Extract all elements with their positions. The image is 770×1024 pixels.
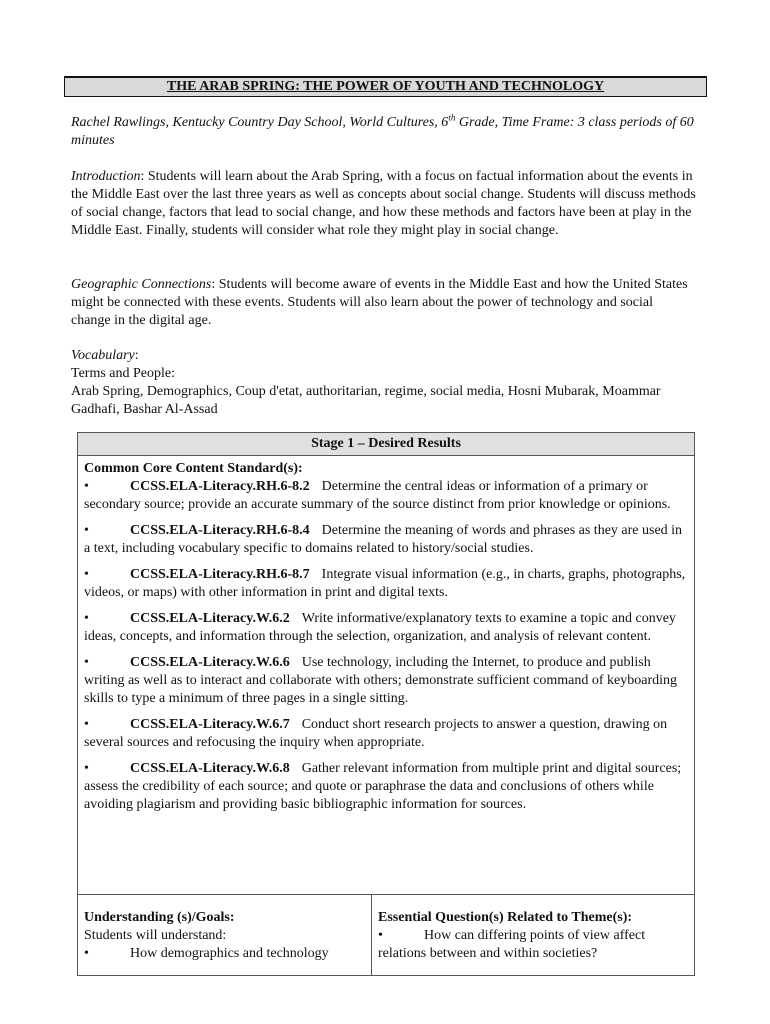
understanding-cell bbox=[78, 895, 372, 975]
introduction-label: Introduction bbox=[71, 169, 141, 184]
understanding-bullet bbox=[84, 945, 365, 963]
bullet-glyph: • bbox=[84, 479, 89, 494]
standard-code: CCSS.ELA-Literacy.RH.6-8.7 bbox=[130, 567, 310, 582]
standard-item bbox=[84, 566, 688, 602]
geographic-text: : Students will become aware of events in the Middle East and how the United States might be connected with these events. Students will also learn about the power of technology and social change in the digital age. bbox=[71, 277, 688, 328]
standard-code: CCSS.ELA-Literacy.RH.6-8.4 bbox=[130, 523, 310, 538]
understanding-bullet-text: How demographics and technology bbox=[130, 946, 329, 961]
standard-code: CCSS.ELA-Literacy.RH.6-8.2 bbox=[130, 479, 310, 494]
standard-item bbox=[84, 522, 688, 558]
goals-row bbox=[78, 895, 694, 975]
vocabulary-colon: : bbox=[134, 348, 139, 363]
standard-item bbox=[84, 760, 688, 814]
standard-code: CCSS.ELA-Literacy.W.6.8 bbox=[130, 761, 290, 776]
standard-text: Conduct short research projects to answer a question, drawing on several sources and refocusing the inquiry when appropriate. bbox=[84, 717, 668, 750]
standard-code: CCSS.ELA-Literacy.W.6.2 bbox=[130, 611, 290, 626]
bullet-glyph: • bbox=[378, 928, 383, 943]
standard-text: Write informative/explanatory texts to examine a topic and convey ideas, concepts, and information through the selection, organization, and analysis of relevant content. bbox=[84, 611, 676, 644]
standard-text: Use technology, including the Internet, to produce and publish writing as well as to interact and collaborate with others; demonstrate sufficient command of keyboarding skills to type a minimum of three pages in a single sitting. bbox=[84, 655, 678, 706]
bullet-glyph: • bbox=[84, 655, 89, 670]
standard-item bbox=[84, 610, 688, 646]
vocabulary-label: Vocabulary bbox=[71, 348, 135, 363]
vocabulary-terms: Arab Spring, Demographics, Coup d'etat, authoritarian, regime, social media, Hosni Mubarak, Moammar Gadhafi, Bashar Al-Assad bbox=[71, 384, 661, 417]
vocabulary-subhead: Terms and People: bbox=[71, 366, 175, 381]
standards-label: Common Core Content Standard(s): bbox=[84, 461, 303, 476]
bullet-glyph: • bbox=[84, 523, 89, 538]
bullet-glyph: • bbox=[84, 567, 89, 582]
stage1-table bbox=[77, 432, 695, 976]
standard-item bbox=[84, 716, 688, 752]
standard-text: Determine the meaning of words and phrases as they are used in a text, including vocabulary specific to domains related to history/social studies. bbox=[84, 523, 683, 556]
stage1-header: Stage 1 – Desired Results bbox=[78, 433, 694, 456]
standards-cell bbox=[78, 456, 694, 895]
essential-cell bbox=[372, 895, 694, 975]
bullet-glyph: • bbox=[84, 761, 89, 776]
introduction-text: : Students will learn about the Arab Spring, with a focus on factual information about the events in the Middle East over the last three years as well as concepts about social change. Students will discuss methods of social change, factors that lead to social change, and how these methods and factors have been at play in the Middle East. Finally, students will consider what role they might play in social change. bbox=[71, 169, 696, 238]
bullet-glyph: • bbox=[84, 717, 89, 732]
essential-bullet-text: How can differing points of view affect relations between and within societies? bbox=[378, 928, 646, 961]
essential-bullet bbox=[378, 927, 688, 963]
byline-text-rest: Grade, Time Frame: 3 class periods of 60 minutes bbox=[71, 115, 694, 148]
standard-code: CCSS.ELA-Literacy.W.6.6 bbox=[130, 655, 290, 670]
byline bbox=[71, 114, 696, 150]
bullet-glyph: • bbox=[84, 946, 89, 961]
document-title: THE ARAB SPRING: THE POWER OF YOUTH AND TECHNOLOGY bbox=[166, 79, 605, 94]
standard-text: Gather relevant information from multiple print and digital sources; assess the credibility of each source; and quote or paraphrase the data and conclusions of others while avoiding plagiarism and providing basic bibliographic information for sources. bbox=[84, 761, 682, 812]
standard-item bbox=[84, 478, 688, 514]
standard-code: CCSS.ELA-Literacy.W.6.7 bbox=[130, 717, 290, 732]
bullet-glyph: • bbox=[84, 611, 89, 626]
geographic-label: Geographic Connections bbox=[71, 277, 212, 292]
vocabulary-section bbox=[71, 347, 696, 419]
standards-list bbox=[84, 478, 688, 814]
understanding-heading: Understanding (s)/Goals: bbox=[84, 910, 235, 925]
standard-text: Integrate visual information (e.g., in charts, graphs, photographs, videos, or maps) with other information in print and digital texts. bbox=[84, 567, 686, 600]
introduction-paragraph bbox=[71, 168, 696, 240]
byline-text: Rachel Rawlings, Kentucky Country Day School, World Cultures, 6 bbox=[71, 115, 449, 130]
title-bar bbox=[64, 76, 707, 97]
standard-item bbox=[84, 654, 688, 708]
essential-heading: Essential Question(s) Related to Theme(s): bbox=[378, 910, 633, 925]
byline-sup: th bbox=[448, 112, 456, 123]
geographic-paragraph bbox=[71, 276, 696, 330]
understanding-intro: Students will understand: bbox=[84, 928, 227, 943]
standard-text: Determine the central ideas or information of a primary or secondary source; provide an accurate summary of the source distinct from prior knowledge or opinions. bbox=[84, 479, 671, 512]
